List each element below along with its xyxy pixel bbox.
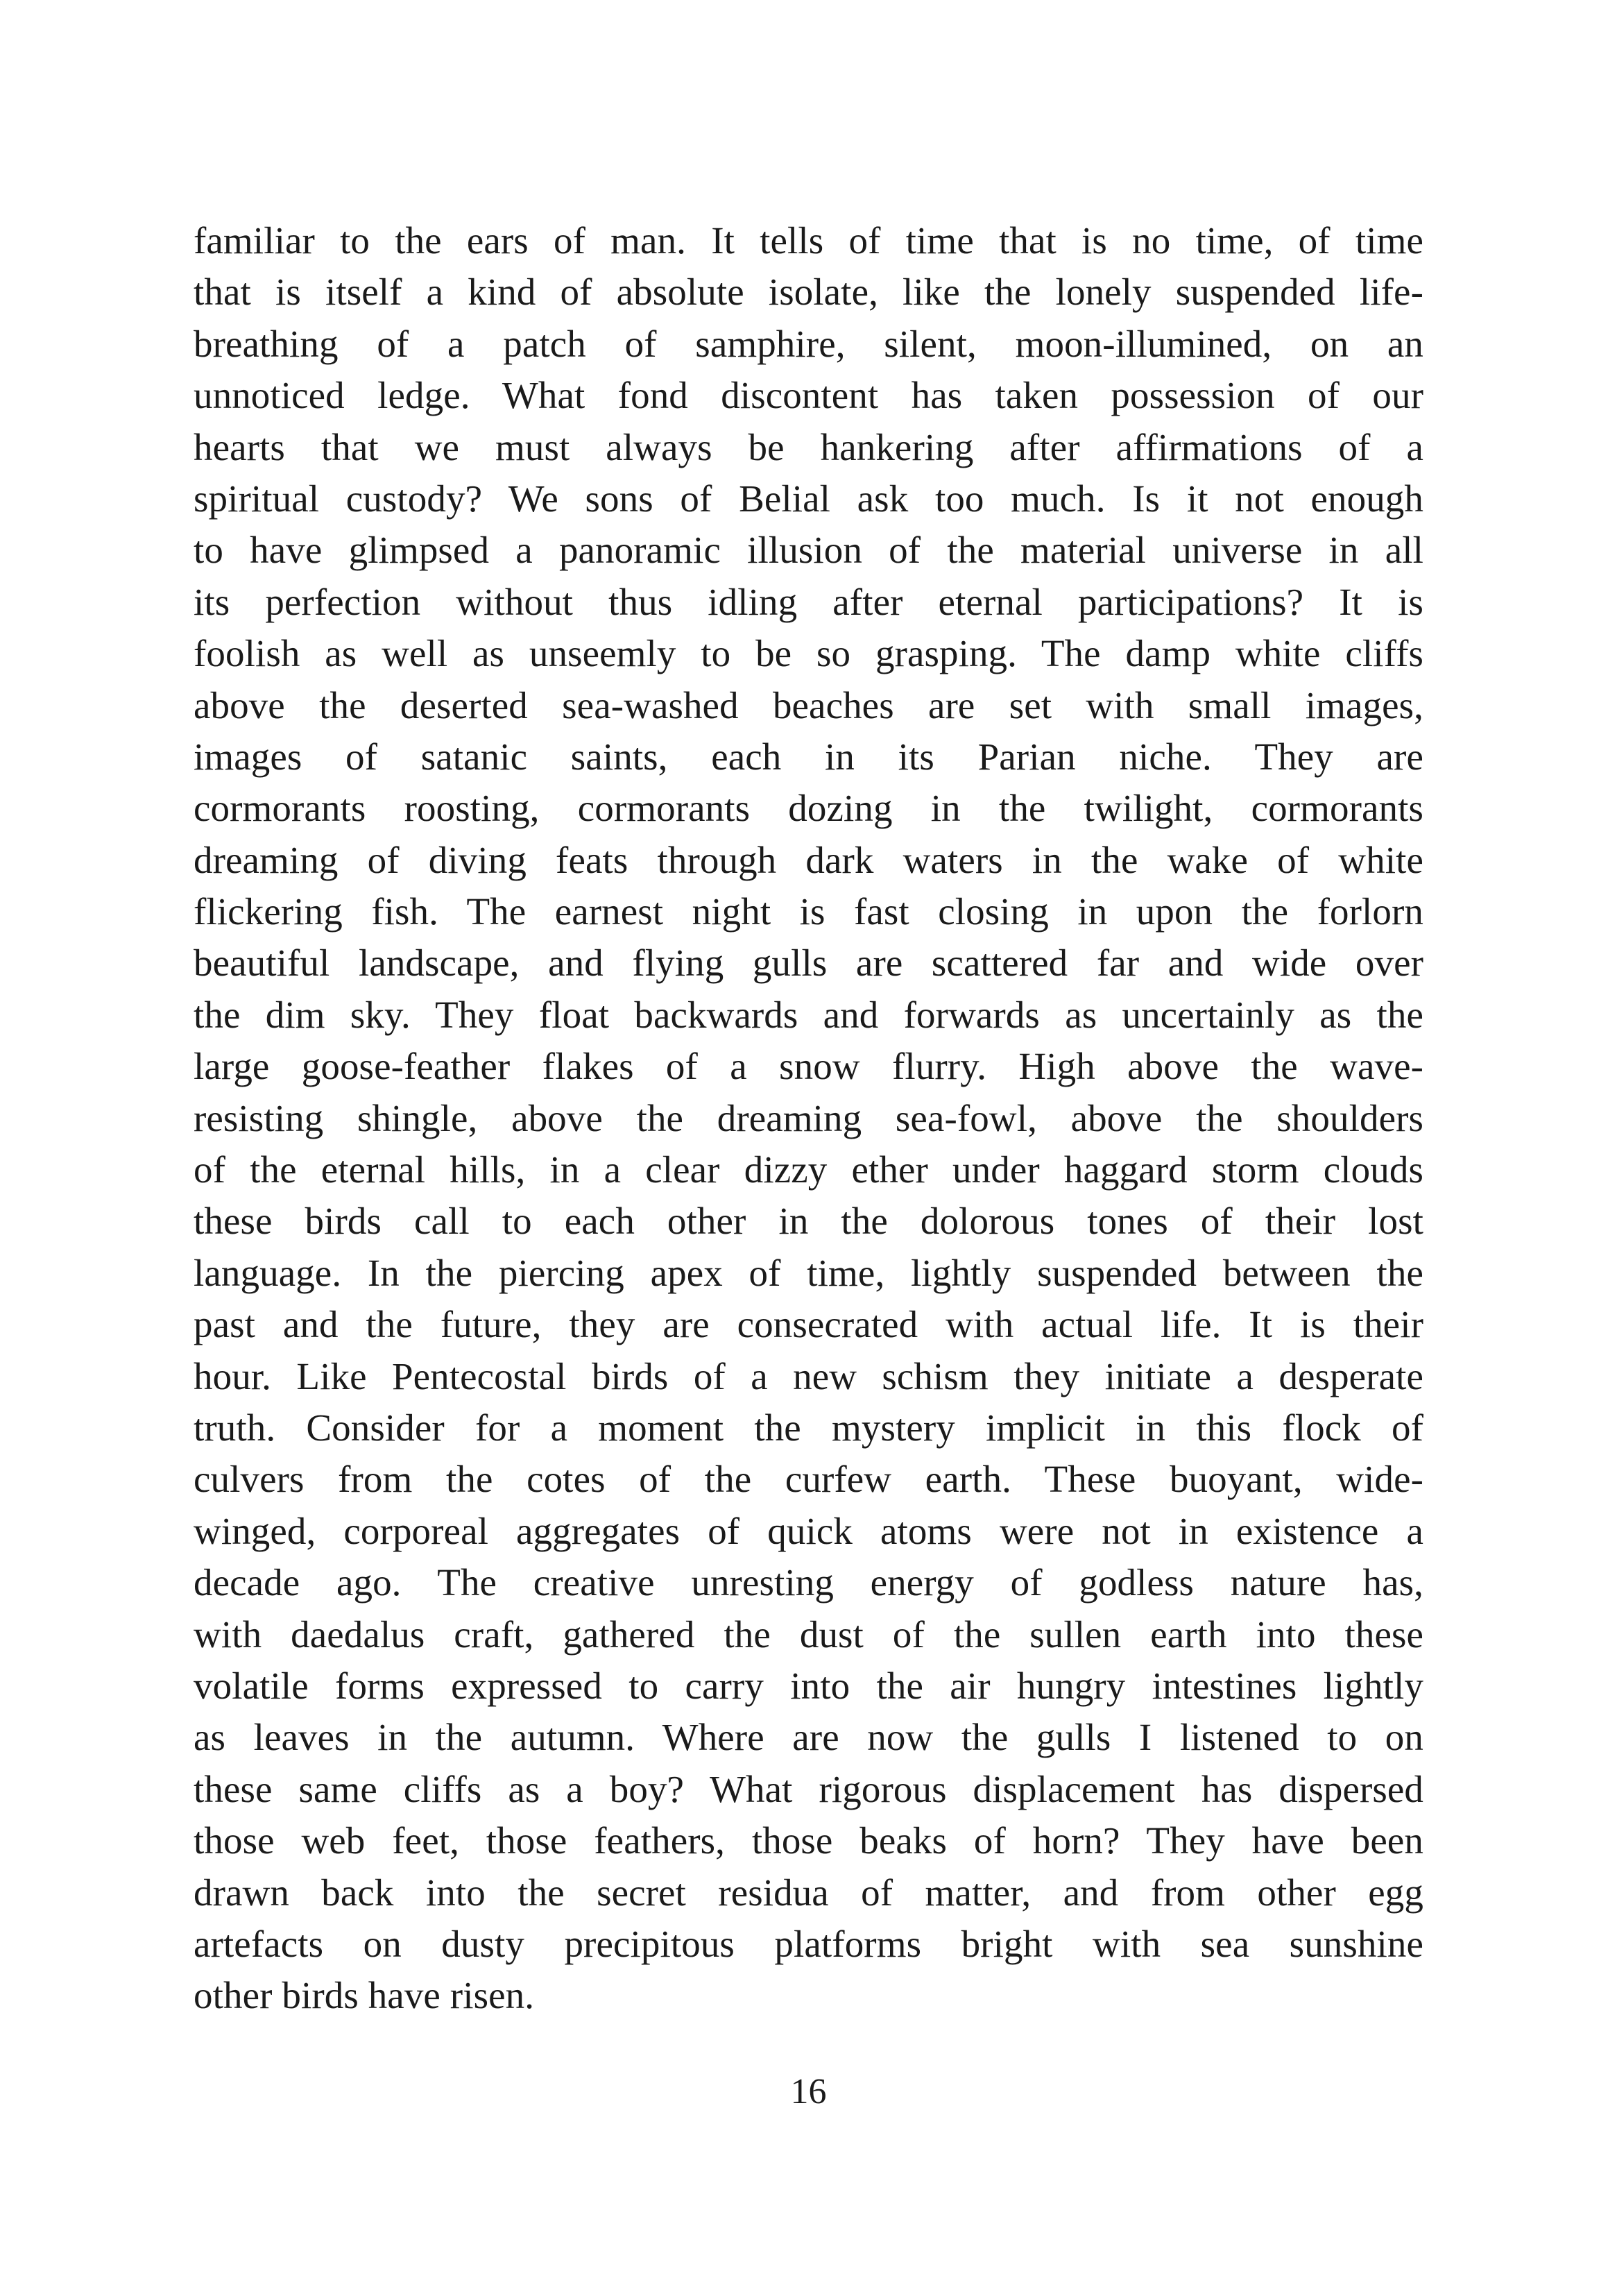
- text-line: artefacts on dusty precipitous platforms bright with sea sunshine: [194, 1922, 1423, 1965]
- page-number: 16: [790, 2072, 827, 2111]
- text-line: above the deserted sea-washed beaches are set with small images,: [194, 683, 1423, 726]
- text-line: winged, corporeal aggregates of quick atoms were not in existence a: [194, 1509, 1423, 1552]
- text-line: dreaming of diving feats through dark waters in the wake of white: [194, 838, 1423, 881]
- text-line: large goose-feather flakes of a snow flurry. High above the wave-: [194, 1045, 1423, 1088]
- text-line: decade ago. The creative unresting energy of godless nature has,: [194, 1561, 1423, 1604]
- text-line: resisting shingle, above the dreaming sea-fowl, above the shoulders: [194, 1096, 1423, 1139]
- text-line: hour. Like Pentecostal birds of a new schism they initiate a desperate: [194, 1354, 1423, 1397]
- text-line: these birds call to each other in the dolorous tones of their lost: [194, 1200, 1423, 1243]
- text-line: of the eternal hills, in a clear dizzy ether under haggard storm clouds: [194, 1148, 1423, 1191]
- text-line: culvers from the cotes of the curfew earth. These buoyant, wide-: [194, 1458, 1423, 1501]
- text-line: truth. Consider for a moment the mystery implicit in this flock of: [194, 1406, 1423, 1449]
- text-line: volatile forms expressed to carry into the air hungry intestines lightly: [194, 1664, 1423, 1707]
- text-line: unnoticed ledge. What fond discontent has taken possession of our: [194, 374, 1423, 417]
- text-line-last: other birds have risen.: [194, 1974, 535, 2017]
- text-line: images of satanic saints, each in its Parian niche. They are: [194, 735, 1423, 778]
- text-line: language. In the piercing apex of time, lightly suspended between the: [194, 1251, 1423, 1294]
- text-line: hearts that we must always be hankering after affirmations of a: [194, 425, 1423, 468]
- text-line: breathing of a patch of samphire, silent, moon-illumined, on an: [194, 322, 1423, 365]
- text-line: the dim sky. They float backwards and forwards as uncertainly as the: [194, 993, 1423, 1036]
- text-line: these same cliffs as a boy? What rigorous displacement has dispersed: [194, 1767, 1423, 1810]
- text-line: familiar to the ears of man. It tells of time that is no time, of time: [194, 219, 1423, 262]
- text-line: beautiful landscape, and flying gulls are scattered far and wide over: [194, 942, 1423, 985]
- text-line: its perfection without thus idling after eternal participations? It is: [194, 580, 1423, 623]
- text-line: flickering fish. The earnest night is fast closing in upon the forlorn: [194, 890, 1423, 933]
- text-line: with daedalus craft, gathered the dust of the sullen earth into these: [194, 1613, 1423, 1656]
- text-line: drawn back into the secret residua of matter, and from other egg: [194, 1871, 1423, 1914]
- text-line: that is itself a kind of absolute isolate, like the lonely suspended life-: [194, 271, 1423, 314]
- text-line: foolish as well as unseemly to be so grasping. The damp white cliffs: [194, 632, 1423, 675]
- text-line: those web feet, those feathers, those beaks of horn? They have been: [194, 1819, 1423, 1862]
- text-line: spiritual custody? We sons of Belial ask too much. Is it not enough: [194, 477, 1423, 520]
- text-line: as leaves in the autumn. Where are now the gulls I listened to on: [194, 1716, 1423, 1759]
- text-line: to have glimpsed a panoramic illusion of the material universe in all: [194, 529, 1423, 572]
- text-line: past and the future, they are consecrated with actual life. It is their: [194, 1303, 1423, 1346]
- body-text: [194, 215, 1423, 2022]
- text-line: cormorants roosting, cormorants dozing in the twilight, cormorants: [194, 787, 1423, 830]
